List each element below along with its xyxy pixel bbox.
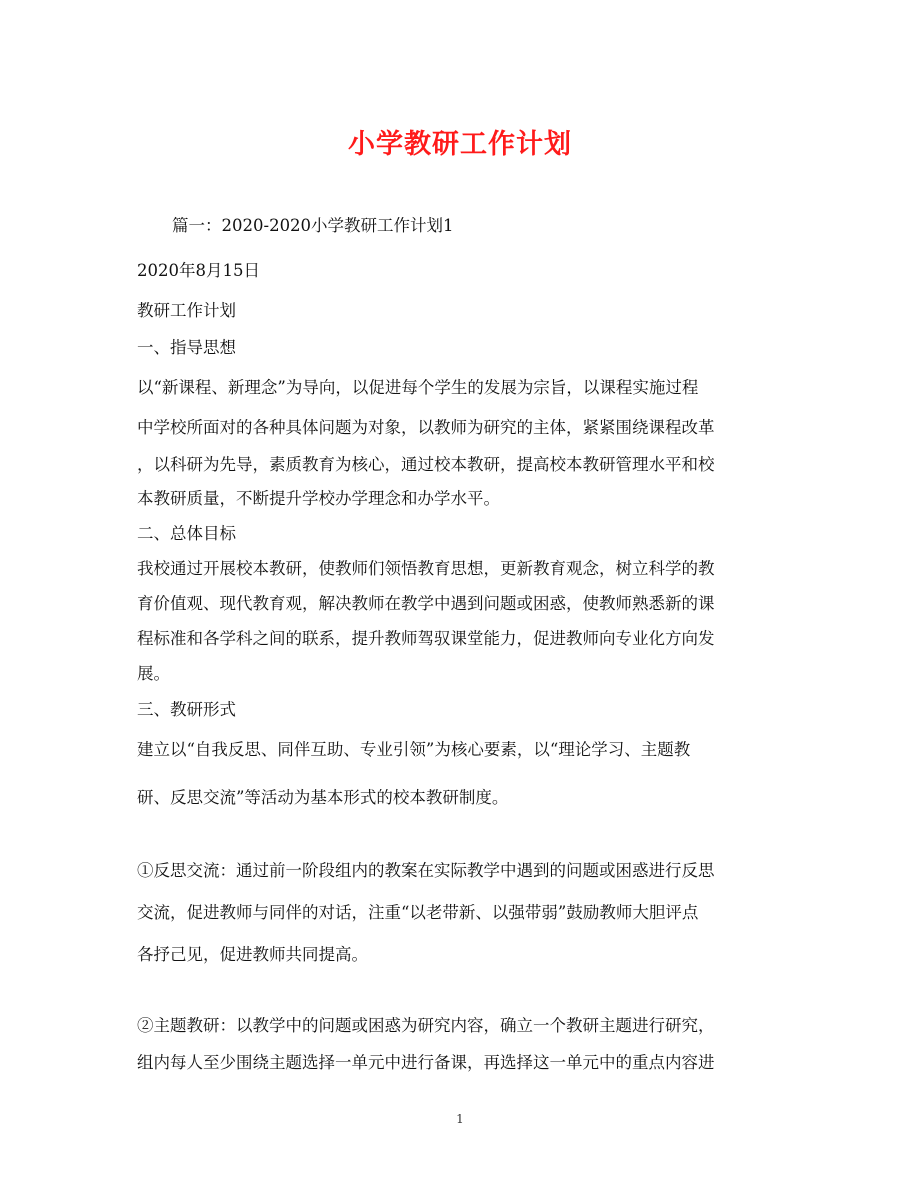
text-line: 以“新课程、新理念”为导向，以促进每个学生的发展为宗旨，以课程实施过程: [137, 378, 699, 397]
text-line: 交流，促进教师与同伴的对话，注重“以老带新、以强带弱”鼓励教师大胆评点: [137, 903, 699, 922]
text-line: 展。: [137, 664, 170, 683]
text-line: 我校通过开展校本教研，使教师们领悟教育思想，更新教育观念，树立科学的教: [137, 559, 715, 578]
text-line: 教研工作计划: [137, 301, 236, 320]
section-heading: 三、教研形式: [137, 700, 236, 719]
text-line: ，以科研为先导，素质教育为核心，通过校本教研，提高校本教研管理水平和校: [137, 455, 715, 474]
page-number: 1: [456, 1112, 464, 1126]
text-line: 育价值观、现代教育观，解决教师在教学中遇到问题或困惑，使教师熟悉新的课: [137, 594, 715, 613]
text-line: 各抒己见，促进教师共同提高。: [137, 945, 368, 964]
text-line: 组内每人至少围绕主题选择一单元中进行备课，再选择这一单元中的重点内容进: [137, 1053, 715, 1072]
document-title: 小学教研工作计划: [348, 129, 572, 160]
text-line: 中学校所面对的各种具体问题为对象，以教师为研究的主体，紧紧围绕课程改革: [137, 418, 715, 437]
text-line: 本教研质量，不断提升学校办学理念和办学水平。: [137, 489, 500, 508]
section-heading: 一、指导思想: [137, 338, 236, 357]
text-line: 2020年8月15日: [137, 261, 260, 280]
text-line: ①反思交流：通过前一阶段组内的教案在实际教学中遇到的问题或困惑进行反思: [137, 861, 715, 880]
section-heading: 二、总体目标: [137, 524, 236, 543]
text-line: 程标准和各学科之间的联系，提升教师驾驭课堂能力，促进教师向专业化方向发: [137, 629, 715, 648]
text-line: 篇一：2020-2020小学教研工作计划1: [172, 216, 454, 235]
text-line: 建立以“自我反思、同伴互助、专业引领”为核心要素，以“理论学习、主题教: [137, 740, 691, 759]
text-line: 研、反思交流”等活动为基本形式的校本教研制度。: [137, 788, 509, 807]
text-line: ②主题教研：以教学中的问题或困惑为研究内容，确立一个教研主题进行研究，: [137, 1016, 715, 1035]
